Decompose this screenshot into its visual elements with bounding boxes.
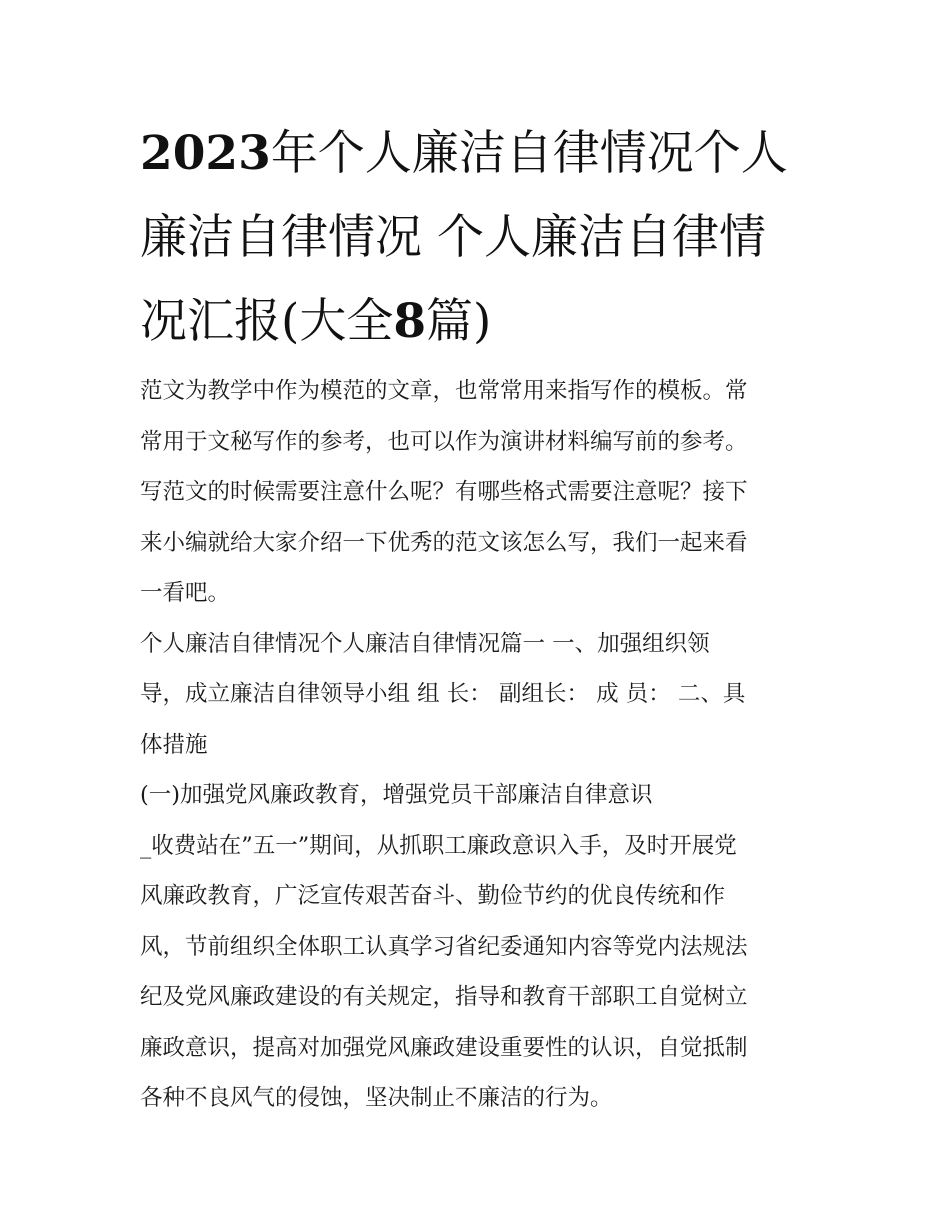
body-line-5: 廉政意识，提高对加强党风廉政建设重要性的认识，自觉抵制 [140,1034,748,1061]
body-line-2: 风廉政教育，广泛宣传艰苦奋斗、勤俭节约的优良传统和作 [140,883,726,909]
section-line-1: 个人廉洁自律情况个人廉洁自律情况篇一 一、加强组织领 [140,630,710,657]
subsection-heading [140,770,812,821]
body-line-4: 纪及党风廉政建设的有关规定，指导和教育干部职工自觉树立 [140,984,748,1010]
title-line-1: 2023年个人廉洁自律情况个人 [140,126,788,181]
body-paragraph [140,821,812,1124]
title-number: 2023 [140,126,271,181]
section-line-2: 导，成立廉洁自律领导小组 组 长： 副组长： 成 员： 二、具 [140,681,746,707]
section-paragraph [140,619,812,771]
document-title [140,112,812,364]
section-line-3: 体措施 [140,731,208,758]
intro-paragraph [140,366,812,619]
subsection-heading-text: (一)加强党风廉政教育，增强党员干部廉洁自律意识 [140,782,653,808]
title-number: 8 [393,294,427,349]
intro-line-1: 范文为教学中作为模范的文章，也常常用来指写作的模板。常 [140,378,748,404]
intro-line-2: 常用于文秘写作的参考，也可以作为演讲材料编写前的参考。 [140,428,748,455]
document-page [140,112,812,1124]
body-line-1: _收费站在”五一”期间，从抓职工廉政意识入手，及时开展党 [140,832,737,859]
intro-line-4: 来小编就给大家介绍一下优秀的范文该怎么写，我们一起来看 [140,529,748,556]
title-line-2: 廉洁自律情况 个人廉洁自律情 [140,210,766,265]
intro-line-5: 一看吧。 [140,580,231,606]
intro-line-3: 写范文的时候需要注意什么呢？有哪些格式需要注意呢？接下 [140,479,748,505]
title-line-3: 况汇报(大全8篇) [140,294,492,349]
body-line-6: 各种不良风气的侵蚀，坚决制止不廉洁的行为。 [140,1085,613,1111]
body-line-3: 风，节前组织全体职工认真学习省纪委通知内容等党内法规法 [140,933,748,960]
